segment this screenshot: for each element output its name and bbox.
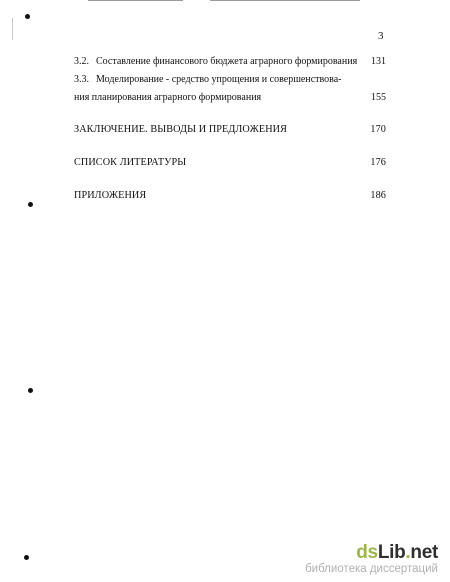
top-edge-line [88,0,183,1]
toc-section-page: 176 [370,157,386,168]
toc-entry-3-2 [74,56,386,67]
toc-section-title: ПРИЛОЖЕНИЯ [74,190,147,201]
punch-hole-icon [24,555,29,560]
logo-net-text: net [410,542,438,563]
logo-ds-text: ds [356,542,378,563]
margin-mark [12,18,13,40]
punch-hole-icon [25,14,30,19]
logo-dot-text: . [405,542,411,563]
dslib-logo [305,543,438,563]
toc-entry-page: 155 [371,92,386,103]
toc-entry-title-continued: ния планирования аграрного формирования [74,92,262,103]
toc-entry-title: Моделирование - средство упрощения и совершенствова- [96,74,342,85]
toc-section-page: 186 [370,190,386,201]
toc-entry-title: Составление финансового бюджета аграрного формирования [96,56,358,67]
dslib-watermark [305,543,438,576]
top-edge-line [210,0,360,1]
punch-hole-icon [28,202,33,207]
toc-entry-number: 3.3. [74,74,89,85]
toc-section-references [74,157,386,168]
toc-section-title: ЗАКЛЮЧЕНИЕ. ВЫВОДЫ И ПРЕДЛОЖЕНИЯ [74,124,287,135]
watermark-tagline: библиотека диссертаций [305,563,438,575]
page-number: 3 [378,30,384,42]
toc-section-conclusion [74,124,386,135]
punch-hole-icon [28,388,33,393]
toc-section-page: 170 [370,124,386,135]
toc-entry-page: 131 [371,56,386,67]
toc-entry-3-3 [74,74,386,85]
toc-entry-number: 3.2. [74,56,89,67]
toc-section-appendices [74,190,386,201]
toc-section-title: СПИСОК ЛИТЕРАТУРЫ [74,157,187,168]
logo-lib-text: Lib [377,542,406,563]
